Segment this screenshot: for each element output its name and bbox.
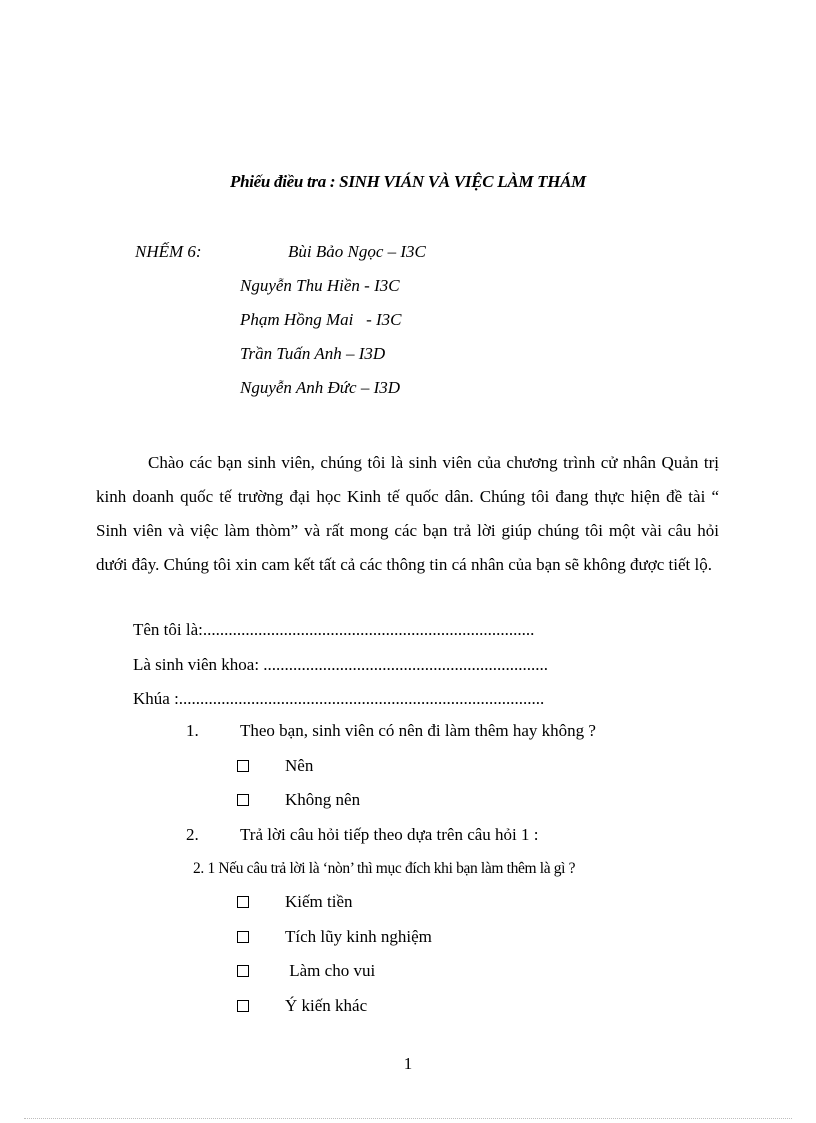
option-row[interactable] [237, 996, 367, 1016]
checkbox[interactable] [237, 794, 249, 806]
option-row[interactable] [237, 756, 313, 776]
option-row[interactable] [237, 790, 360, 810]
option-row[interactable] [237, 892, 353, 912]
page-number: 1 [403, 1054, 413, 1073]
question-text: Theo bạn, sinh viên có nên đi làm thêm hay không ? [240, 721, 596, 740]
page-divider [24, 1118, 792, 1119]
group-member: Nguyễn Anh Đức – I3D [240, 378, 401, 397]
option-label: Tích lũy kinh nghiệm [285, 927, 432, 946]
name-field[interactable]: Tên tôi là:.............................................................................. [133, 620, 535, 639]
option-row[interactable] [237, 961, 375, 981]
checkbox[interactable] [237, 965, 249, 977]
question-number: 2. [186, 825, 199, 844]
checkbox[interactable] [237, 760, 249, 772]
group-member: Phạm Hồng Mai - I3C [240, 310, 402, 329]
survey-title: Phiếu điều tra : SINH VIÁN VÀ VIỆC LÀM THÁM [230, 172, 586, 191]
checkbox[interactable] [237, 931, 249, 943]
class-field[interactable]: Khúa :...................................................................................... [133, 689, 545, 708]
option-label: Nên [285, 756, 314, 775]
intro-paragraph: Chào các bạn sinh viên, chúng tôi là sinh viên của chương trình cử nhân Quản trị kinh doanh quốc tế trường đại học Kinh tế quốc dân. Chúng tôi đang thực hiện đề tài “ Sinh viên và việc làm thòm” và rất mong các bạn trả lời giúp chúng tôi một vài câu hỏi dưới đây. Chúng tôi xin cam kết tất cả các thông tin cá nhân của bạn sẽ không được tiết lộ. [96, 453, 719, 574]
option-label: Làm cho vui [285, 961, 376, 980]
question-number: 1. [186, 721, 199, 740]
option-label: Không nên [285, 790, 361, 809]
sub-question-text: 2. 1 Nếu câu trả lời là ‘nòn’ thì mục đích khi bạn làm thêm là gì ? [193, 860, 576, 877]
group-member: Bùi Bảo Ngọc – I3C [288, 242, 426, 261]
checkbox[interactable] [237, 896, 249, 908]
checkbox[interactable] [237, 1000, 249, 1012]
option-label: Kiếm tiền [285, 892, 353, 911]
option-row[interactable] [237, 927, 432, 947]
faculty-field[interactable]: Là sinh viên khoa: ................................................................... [133, 655, 549, 674]
group-member: Nguyễn Thu Hiền - I3C [240, 276, 400, 295]
option-label: Ý kiến khác [285, 996, 368, 1015]
question-text: Trả lời câu hỏi tiếp theo dựa trên câu hỏi 1 : [240, 825, 539, 844]
group-member: Trần Tuấn Anh – I3D [240, 344, 386, 363]
group-label: NHẾM 6: [135, 242, 202, 261]
